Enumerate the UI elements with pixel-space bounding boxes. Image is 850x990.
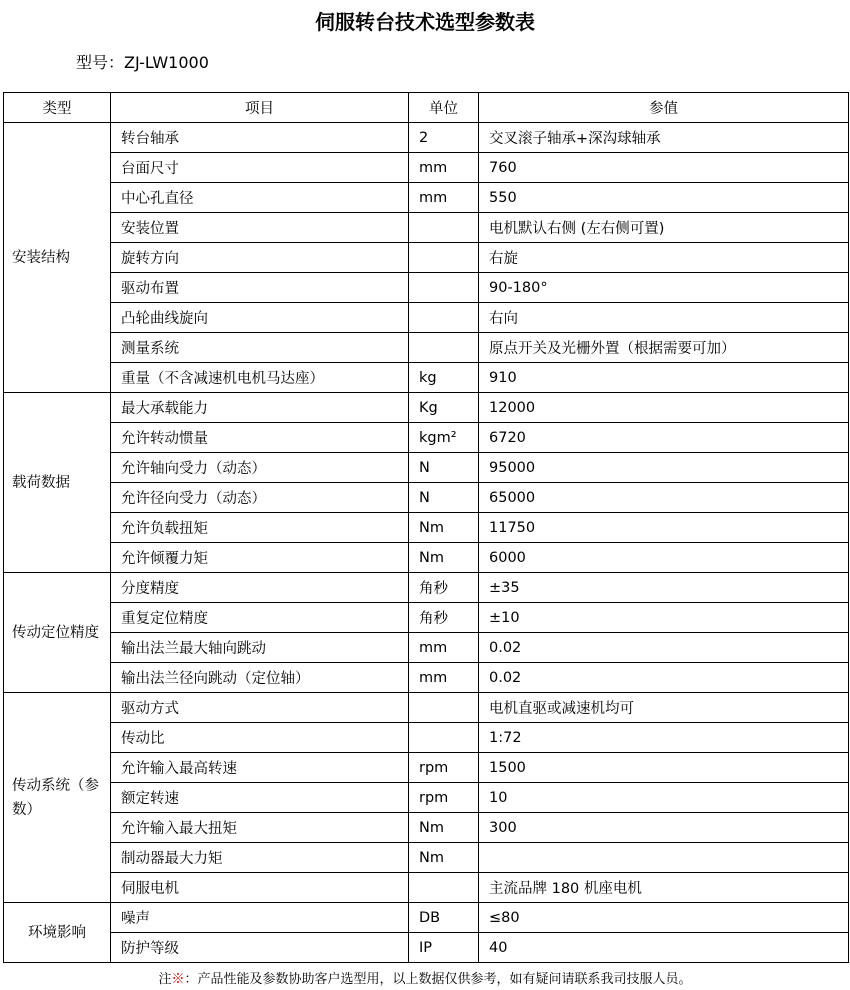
item-cell: 重量（不含减速机电机马达座）	[111, 363, 409, 393]
model-number: 型号：ZJ-LW1000	[76, 53, 209, 72]
table-row	[4, 813, 849, 843]
item-cell: 允许倾覆力矩	[111, 543, 409, 573]
table-row	[4, 783, 849, 813]
item-cell: 测量系统	[111, 333, 409, 363]
category-cell: 传动定位精度	[4, 573, 111, 693]
table-row	[4, 603, 849, 633]
page-title: 伺服转台技术选型参数表	[315, 10, 535, 34]
item-cell: 转台轴承	[111, 123, 409, 153]
table-row	[4, 633, 849, 663]
value-cell: 760	[479, 153, 849, 183]
unit-cell: mm	[409, 663, 479, 693]
table-row	[4, 903, 849, 933]
item-cell: 台面尺寸	[111, 153, 409, 183]
item-cell: 允许转动惯量	[111, 423, 409, 453]
table-row	[4, 543, 849, 573]
unit-cell: mm	[409, 153, 479, 183]
value-cell: 65000	[479, 483, 849, 513]
item-cell: 制动器最大力矩	[111, 843, 409, 873]
unit-cell	[409, 333, 479, 363]
unit-cell: N	[409, 453, 479, 483]
table-row	[4, 363, 849, 393]
unit-cell: Nm	[409, 543, 479, 573]
value-cell: 主流品牌 180 机座电机	[479, 873, 849, 903]
value-cell: ±10	[479, 603, 849, 633]
unit-cell: mm	[409, 633, 479, 663]
header-value: 参值	[479, 93, 849, 123]
table-row	[4, 303, 849, 333]
unit-cell: 角秒	[409, 573, 479, 603]
value-cell: 右旋	[479, 243, 849, 273]
table-row	[4, 483, 849, 513]
item-cell: 驱动布置	[111, 273, 409, 303]
value-cell: 10	[479, 783, 849, 813]
unit-cell: 角秒	[409, 603, 479, 633]
table-row	[4, 933, 849, 963]
item-cell: 允许输入最大扭矩	[111, 813, 409, 843]
value-cell: 1:72	[479, 723, 849, 753]
header-type: 类型	[4, 93, 111, 123]
item-cell: 允许负载扭矩	[111, 513, 409, 543]
unit-cell: kgm²	[409, 423, 479, 453]
item-cell: 允许输入最高转速	[111, 753, 409, 783]
table-row	[4, 153, 849, 183]
item-cell: 允许轴向受力（动态）	[111, 453, 409, 483]
item-cell: 传动比	[111, 723, 409, 753]
item-cell: 噪声	[111, 903, 409, 933]
item-cell: 驱动方式	[111, 693, 409, 723]
item-cell: 输出法兰径向跳动（定位轴）	[111, 663, 409, 693]
value-cell: 右向	[479, 303, 849, 333]
footnote-prefix: 注	[158, 972, 172, 987]
value-cell: 6000	[479, 543, 849, 573]
unit-cell: Nm	[409, 513, 479, 543]
table-row	[4, 723, 849, 753]
table-row	[4, 453, 849, 483]
unit-cell: DB	[409, 903, 479, 933]
table-row	[4, 183, 849, 213]
spec-table	[3, 92, 849, 963]
value-cell: 40	[479, 933, 849, 963]
header-item: 项目	[111, 93, 409, 123]
value-cell: 550	[479, 183, 849, 213]
value-cell: 0.02	[479, 663, 849, 693]
header-unit: 单位	[409, 93, 479, 123]
item-cell: 分度精度	[111, 573, 409, 603]
value-cell: 原点开关及光栅外置（根据需要可加）	[479, 333, 849, 363]
unit-cell: Kg	[409, 393, 479, 423]
category-cell: 载荷数据	[4, 393, 111, 573]
unit-cell	[409, 873, 479, 903]
footnote-text: ：产品性能及参数协助客户选型用，以上数据仅供参考，如有疑问请联系我司技服人员。	[184, 972, 692, 987]
value-cell: 910	[479, 363, 849, 393]
item-cell: 中心孔直径	[111, 183, 409, 213]
value-cell: 电机直驱或减速机均可	[479, 693, 849, 723]
unit-cell	[409, 243, 479, 273]
table-row	[4, 333, 849, 363]
footnote	[0, 968, 850, 987]
table-row	[4, 843, 849, 873]
table-row	[4, 123, 849, 153]
unit-cell: rpm	[409, 783, 479, 813]
value-cell	[479, 843, 849, 873]
table-header-row	[4, 93, 849, 123]
table-row	[4, 873, 849, 903]
value-cell: 12000	[479, 393, 849, 423]
table-row	[4, 573, 849, 603]
item-cell: 重复定位精度	[111, 603, 409, 633]
unit-cell	[409, 303, 479, 333]
category-cell: 环境影响	[4, 903, 111, 963]
table-row	[4, 393, 849, 423]
unit-cell	[409, 693, 479, 723]
value-cell: 300	[479, 813, 849, 843]
item-cell: 安装位置	[111, 213, 409, 243]
unit-cell: 2	[409, 123, 479, 153]
item-cell: 防护等级	[111, 933, 409, 963]
unit-cell	[409, 273, 479, 303]
unit-cell	[409, 213, 479, 243]
unit-cell: mm	[409, 183, 479, 213]
table-row	[4, 693, 849, 723]
value-cell: 11750	[479, 513, 849, 543]
unit-cell: IP	[409, 933, 479, 963]
value-cell: 95000	[479, 453, 849, 483]
table-row	[4, 753, 849, 783]
item-cell: 允许径向受力（动态）	[111, 483, 409, 513]
item-cell: 输出法兰最大轴向跳动	[111, 633, 409, 663]
value-cell: ±35	[479, 573, 849, 603]
unit-cell	[409, 723, 479, 753]
unit-cell: Nm	[409, 843, 479, 873]
item-cell: 最大承载能力	[111, 393, 409, 423]
table-row	[4, 243, 849, 273]
item-cell: 伺服电机	[111, 873, 409, 903]
category-cell: 传动系统（参数）	[4, 693, 111, 903]
value-cell: ≤80	[479, 903, 849, 933]
value-cell: 90-180°	[479, 273, 849, 303]
item-cell: 旋转方向	[111, 243, 409, 273]
unit-cell: Nm	[409, 813, 479, 843]
table-row	[4, 513, 849, 543]
value-cell: 电机默认右侧 (左右侧可置)	[479, 213, 849, 243]
footnote-mark: ※	[171, 972, 185, 987]
category-cell: 安装结构	[4, 123, 111, 393]
value-cell: 1500	[479, 753, 849, 783]
table-row	[4, 213, 849, 243]
item-cell: 额定转速	[111, 783, 409, 813]
value-cell: 6720	[479, 423, 849, 453]
table-row	[4, 663, 849, 693]
table-row	[4, 423, 849, 453]
unit-cell: N	[409, 483, 479, 513]
spec-table-body	[4, 123, 849, 963]
value-cell: 0.02	[479, 633, 849, 663]
unit-cell: kg	[409, 363, 479, 393]
table-row	[4, 273, 849, 303]
item-cell: 凸轮曲线旋向	[111, 303, 409, 333]
value-cell: 交叉滚子轴承+深沟球轴承	[479, 123, 849, 153]
unit-cell: rpm	[409, 753, 479, 783]
